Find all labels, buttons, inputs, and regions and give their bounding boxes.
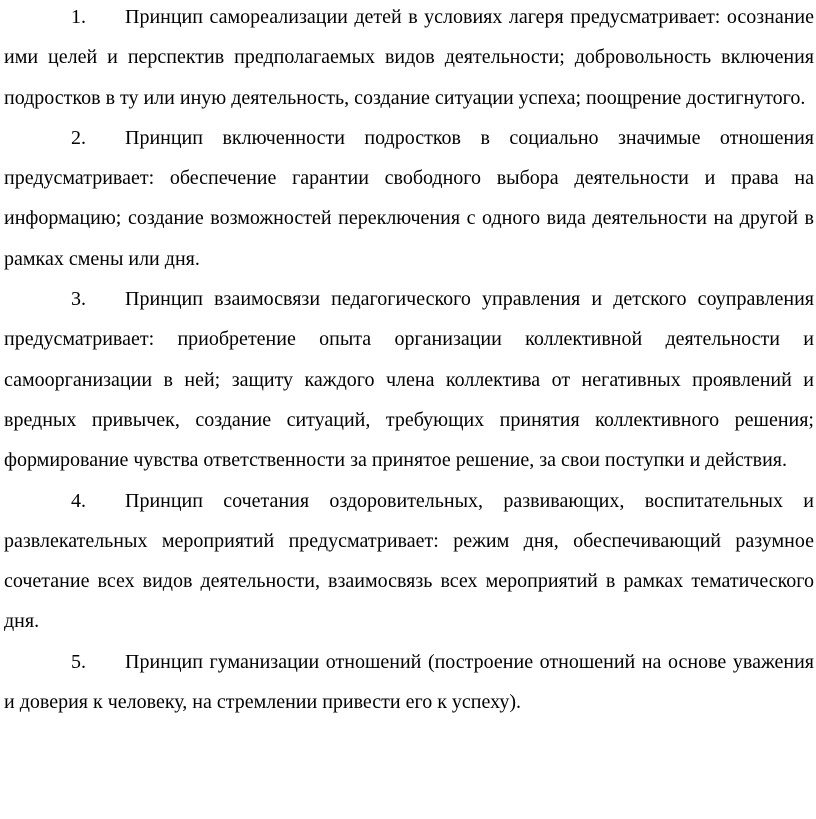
list-item (4, 642, 814, 723)
principles-list (4, 0, 814, 722)
list-item (4, 118, 814, 279)
item-number: 2. (71, 126, 86, 149)
list-item (4, 279, 814, 480)
list-item (4, 0, 814, 118)
item-text: Принцип взаимосвязи педагогического управления и детского соуправления предусматривает: приобретение опыта организации коллективной деятельности и самоорганизации в ней; защиту каждого члена коллектива от негативных проявлений и вредных привычек, создание ситуаций, требующих принятия коллективного решения; формирование чувства ответственности за принятое решение, за свои поступки и действия. (4, 288, 814, 472)
list-item (4, 481, 814, 642)
item-number: 1. (71, 6, 86, 28)
item-number: 3. (71, 288, 86, 311)
item-text: Принцип самореализации детей в условиях лагеря предусматривает: осознание ими целей и перспектив предполагаемых видов деятельности; добровольность включения подростков в ту или иную деятельность, создание ситуации успеха; поощрение достигнутого. (4, 6, 814, 109)
item-text: Принцип гуманизации отношений (построение отношений на основе уважения и доверия к человеку, на стремлении привести его к успеху). (4, 650, 814, 714)
item-text: Принцип сочетания оздоровительных, развивающих, воспитательных и развлекательных мероприятий предусматривает: режим дня, обеспечивающий разумное сочетание всех видов деятельности, взаимосвязь всех мероприятий в рамках тематического дня. (4, 489, 814, 633)
item-number: 5. (71, 650, 86, 673)
item-text: Принцип включенности подростков в социально значимые отношения предусматривает: обеспечение гарантии свободного выбора деятельности и права на информацию; создание возможностей переключения с одного вида деятельности на другой в рамках смены или дня. (4, 126, 814, 270)
item-number: 4. (71, 489, 86, 512)
